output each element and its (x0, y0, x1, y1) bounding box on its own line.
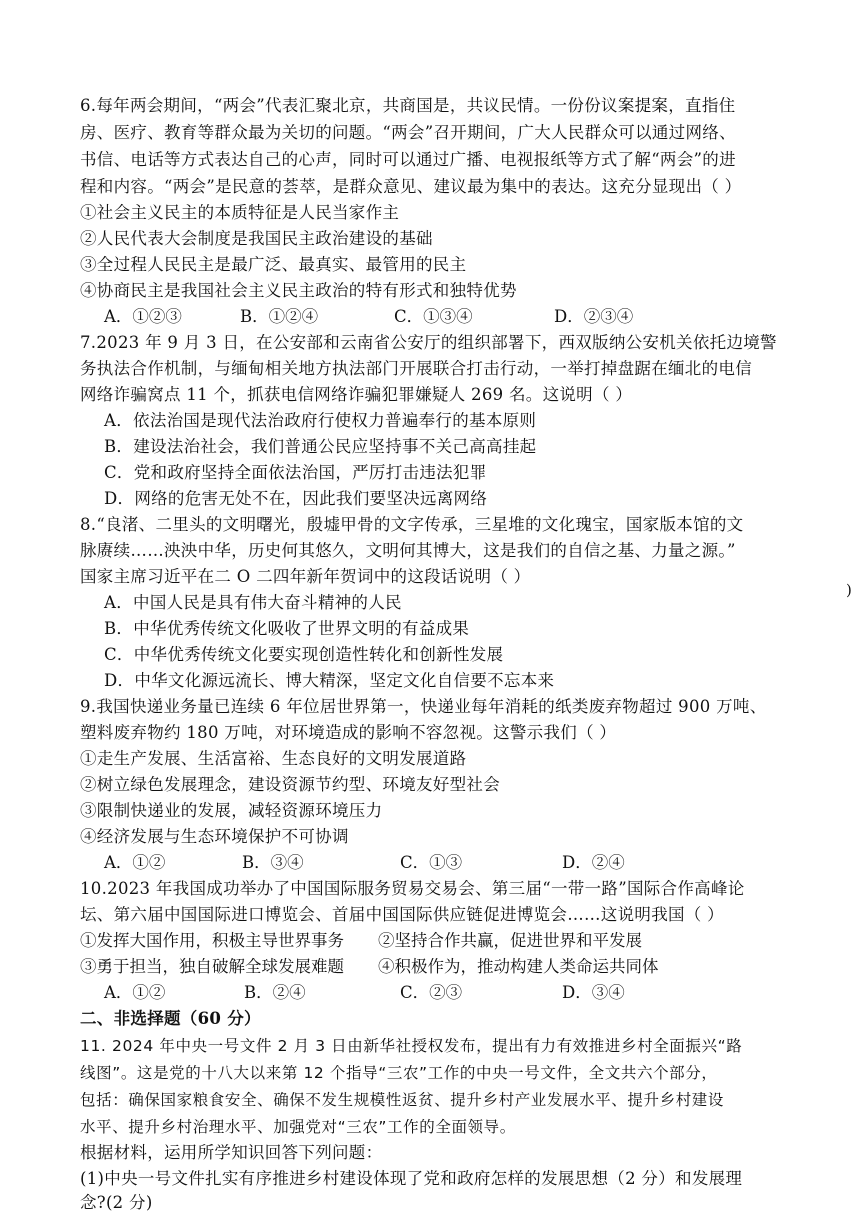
q6-stem-line-1: 6.每年两会期间，“两会”代表汇聚北京，共商国是，共议民情。一份份议案提案，直指住 (80, 96, 736, 115)
q8-stem-line-2: 脉赓续……泱泱中华，历史何其悠久，文明何其博大，这是我们的自信之基、力量之源。” (80, 541, 736, 560)
q8-stem-line-3: 国家主席习近平在二 O 二四年新年贺词中的这段话说明（ ） (80, 567, 531, 586)
q9-option-b: B．③④ (242, 853, 304, 872)
q6-stem-line-4: 程和内容。“两会”是民意的荟萃，是群众意见、建议最为集中的表达。这充分显现出（ ） (80, 177, 742, 196)
q11-material-line-1: 11. 2024 年中央一号文件 2 月 3 日由新华社授权发布，提出有力有效推进乡村全面振兴“路 (80, 1037, 743, 1055)
q6-stem-line-3: 书信、电话等方式表达自己的心声，同时可以通过广播、电视报纸等方式了解“两会”的进 (80, 150, 736, 169)
q6-item-2: ②人民代表大会制度是我国民主政治建设的基础 (80, 229, 433, 248)
margin-mark: ) (846, 581, 852, 599)
q6-option-a: A．①②③ (104, 307, 182, 326)
q6-item-3: ③全过程人民民主是最广泛、最真实、最管用的民主 (80, 255, 467, 274)
q11-sub1-line-2: 念?(2 分) (80, 1193, 153, 1212)
q7-option-c: C．党和政府坚持全面依法治国，严厉打击违法犯罪 (104, 463, 487, 482)
q10-option-a: A．①② (104, 983, 166, 1002)
q10-item-1: ①发挥大国作用，积极主导世界事务 (80, 931, 344, 950)
q8-option-d: D．中华文化源远流长、博大精深，坚定文化自信要不忘本来 (104, 671, 555, 690)
q10-stem-line-2: 坛、第六届中国国际进口博览会、首届中国国际供应链促进博览会……这说明我国（ ） (80, 905, 724, 924)
q9-item-1: ①走生产发展、生活富裕、生态良好的文明发展道路 (80, 749, 467, 768)
q7-option-d: D．网络的危害无处不在，因此我们要坚决远离网络 (104, 489, 488, 508)
q7-stem-line-2: 务执法合作机制，与缅甸相关地方执法部门开展联合打击行动，一举打掉盘踞在缅北的电信 (80, 359, 752, 378)
q11-material-line-2: 线图”。这是党的十八大以来第 12 个指导“三农”工作的中央一号文件，全文共六个部分， (80, 1064, 718, 1082)
q11-sub1-line-1: (1)中央一号文件扎实有序推进乡村建设体现了党和政府怎样的发展思想（2 分）和发展理 (80, 1169, 743, 1188)
q7-option-a: A．依法治国是现代法治政府行使权力普遍奉行的基本原则 (104, 411, 537, 430)
q9-item-4: ④经济发展与生态环境保护不可协调 (80, 827, 349, 846)
q7-option-b: B．建设法治社会，我们普通公民应坚持事不关己高高挂起 (104, 437, 537, 456)
q9-item-2: ②树立绿色发展理念，建设资源节约型、环境友好型社会 (80, 775, 500, 794)
q8-option-b: B．中华优秀传统文化吸收了世界文明的有益成果 (104, 619, 470, 638)
q6-option-c: C．①③④ (394, 307, 473, 326)
q11-material-line-3: 包括：确保国家粮食安全、确保不发生规模性返贫、提升乡村产业发展水平、提升乡村建设 (80, 1091, 725, 1109)
q10-stem-line-1: 10.2023 年我国成功举办了中国国际服务贸易交易会、第三届“一带一路”国际合作高峰论 (80, 879, 745, 898)
q9-option-a: A．①② (104, 853, 166, 872)
q8-option-a: A．中国人民是具有伟大奋斗精神的人民 (104, 593, 402, 612)
q11-material-line-4: 水平、提升乡村治理水平、加强党对“三农”工作的全面领导。 (80, 1118, 516, 1136)
q10-item-3: ③勇于担当，独自破解全球发展难题 (80, 957, 344, 976)
q6-item-1: ①社会主义民主的本质特征是人民当家作主 (80, 203, 400, 222)
q8-stem-line-1: 8.“良渚、二里头的文明曙光，殷墟甲骨的文字传承，三星堆的文化瑰宝，国家版本馆的文 (80, 515, 744, 534)
q10-option-b: B．②④ (244, 983, 306, 1002)
q7-stem-line-1: 7.2023 年 9 月 3 日，在公安部和云南省公安厅的组织部署下，西双版纳公安机关依托边境警 (80, 333, 777, 352)
q9-option-d: D．②④ (562, 853, 625, 872)
q10-item-2: ②坚持合作共赢，促进世界和平发展 (378, 931, 642, 950)
section-2-heading: 二、非选择题（60 分） (80, 1009, 261, 1028)
q6-option-d: D．②③④ (554, 307, 634, 326)
q10-option-c: C．②③ (400, 983, 463, 1002)
q6-option-b: B．①②④ (240, 307, 319, 326)
q7-stem-line-3: 网络诈骗窝点 11 个，抓获电信网络诈骗犯罪嫌疑人 269 名。这说明（ ） (80, 385, 633, 404)
q6-item-4: ④协商民主是我国社会主义民主政治的特有形式和独特优势 (80, 281, 517, 300)
q6-stem-line-2: 房、医疗、教育等群众最为关切的问题。“两会”召开期间，广大人民群众可以通过网络、 (80, 123, 736, 142)
q9-stem-line-2: 塑料废弃物约 180 万吨，对环境造成的影响不容忽视。这警示我们（ ） (80, 723, 617, 742)
q9-item-3: ③限制快递业的发展，减轻资源环境压力 (80, 801, 383, 820)
q11-instruction: 根据材料，运用所学知识回答下列问题： (80, 1143, 383, 1162)
q8-option-c: C．中华优秀传统文化要实现创造性转化和创新性发展 (104, 645, 504, 664)
q9-option-c: C．①③ (400, 853, 463, 872)
q10-option-d: D．③④ (562, 983, 625, 1002)
q9-stem-line-1: 9.我国快递业务量已连续 6 年位居世界第一，快递业每年消耗的纸类废弃物超过 900 万吨、 (80, 697, 767, 716)
q10-item-4: ④积极作为，推动构建人类命运共同体 (378, 957, 659, 976)
